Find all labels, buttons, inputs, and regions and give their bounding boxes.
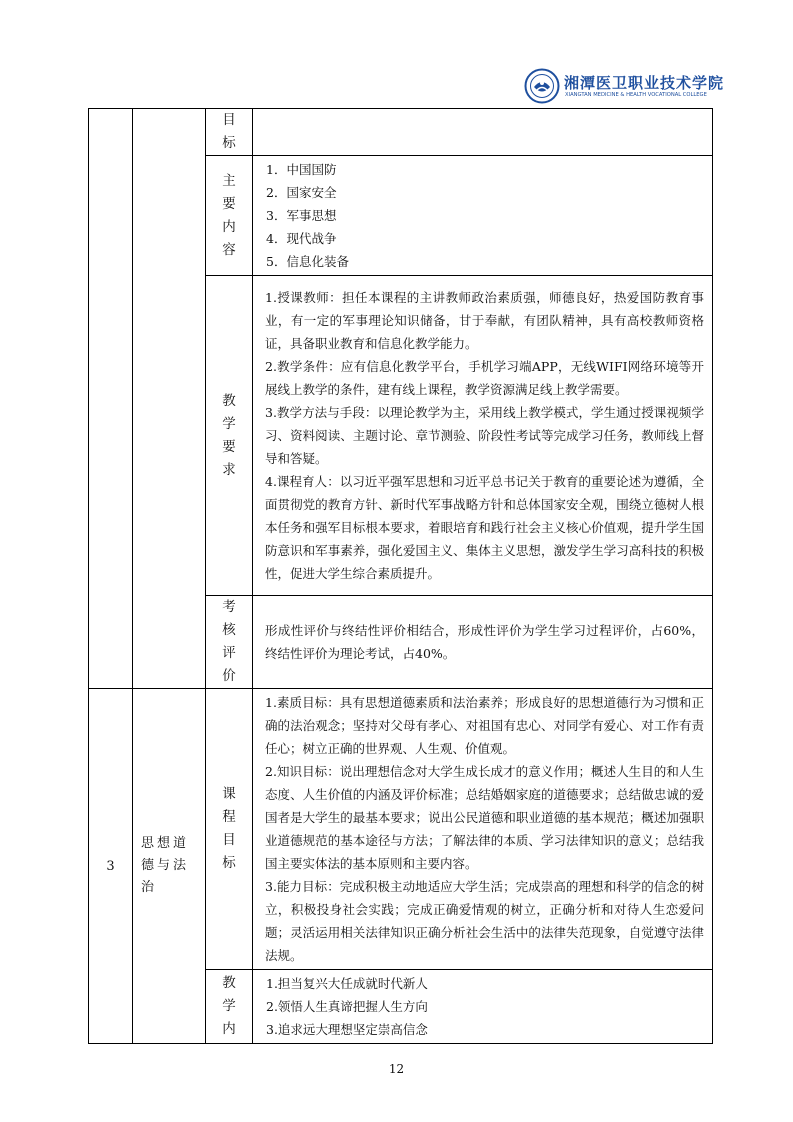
course-name-cell xyxy=(133,689,206,1044)
row-label-goal: 目 标 xyxy=(206,109,253,156)
page-number: 12 xyxy=(388,1062,405,1076)
list-item: 3.追求远大理想坚定崇高信念 xyxy=(266,1022,428,1037)
college-name-en: XIANGTAN MEDICINE & HEALTH VOCATIONAL COLLEGE xyxy=(565,92,707,98)
college-logo xyxy=(524,68,724,108)
paragraph: 4.课程育人：以习近平强军思想和习近平总书记关于教育的重要论述为遵循，全面贯彻党的教育方针、新时代军事战略方针和总体国家安全观，围绕立德树人根本任务和强军目标根本要求，着眼培育和践行社会主义核心价值观，提升学生国防意识和军事素养，强化爱国主义、集体主义思想，激发学生学习高科技的积极性，促进大学生综合素质提升。 xyxy=(265,474,704,581)
teaching-content-cell xyxy=(253,970,713,1044)
paragraph: 3.能力目标：完成积极主动地适应大学生活；完成崇高的理想和科学的信念的树立，积极投身社会实践；完成正确爱情观的树立，正确分析和对待人生恋爱问题；灵活运用相关法律知识正确分析社会生活中的法律失范现象，自觉遵守法律法规。 xyxy=(265,879,704,963)
course-goal-cell xyxy=(253,689,713,970)
paragraph: 形成性评价与终结性评价相结合，形成性评价为学生学习过程评价，占60%，终结性评价为理论考试，占40%。 xyxy=(265,623,704,661)
paragraph: 2.教学条件：应有信息化教学平台，手机学习端APP，无线WIFI网络环境等开展线上教学的条件，建有线上课程，教学资源满足线上教学需要。 xyxy=(265,359,704,397)
course-name-cell xyxy=(133,109,206,689)
list-item: 1.担当复兴大任成就时代新人 xyxy=(266,976,428,991)
list-item: 4．现代战争 xyxy=(266,231,337,246)
row-label-assessment: 考 核 评 价 xyxy=(206,596,253,689)
paragraph: 1.授课教师：担任本课程的主讲教师政治素质强，师德良好，热爱国防教育事业，有一定的军事理论知识储备，甘于奉献，有团队精神，具有高校教师资格证，具备职业教育和信息化教学能力。 xyxy=(265,290,704,351)
list-item: 2．国家安全 xyxy=(266,185,337,200)
list-item: 1．中国国防 xyxy=(266,162,337,177)
paragraph: 3.教学方法与手段：以理论教学为主，采用线上教学模式，学生通过授课视频学习、资料阅读、主题讨论、章节测验、阶段性考试等完成学习任务，教师线上督导和答疑。 xyxy=(265,405,704,466)
row-label-teaching-req: 教 学 要 求 xyxy=(206,276,253,596)
course-name: 思想道德与法治 xyxy=(141,836,190,895)
list-item: 3．军事思想 xyxy=(266,208,337,223)
goal-content-cell xyxy=(253,109,713,156)
course-number-cell: 3 xyxy=(89,689,133,1044)
main-content-cell xyxy=(253,156,713,276)
row-label-main-content: 主 要 内 容 xyxy=(206,156,253,276)
table-row xyxy=(89,689,713,970)
list-item: 2.领悟人生真谛把握人生方向 xyxy=(266,999,428,1014)
curriculum-table xyxy=(88,108,713,1044)
paragraph: 2.知识目标：说出理想信念对大学生成长成才的意义作用；概述人生目的和人生态度、人生价值的内涵及评价标准；总结婚姻家庭的道德要求；总结做忠诚的爱国者是大学生的最基本要求；说出公民道德和职业道德的基本规范；概述加强职业道德规范的基本途径与方法；了解法律的本质、学习法律知识的意义；总结我国主要实体法的基本原则和主要内容。 xyxy=(265,764,704,871)
college-name-cn: 湘潭医卫职业技术学院 xyxy=(564,74,725,92)
paragraph: 1.素质目标：具有思想道德素质和法治素养；形成良好的思想道德行为习惯和正确的法治观念；坚持对父母有孝心、对祖国有忠心、对同学有爱心、对工作有责任心；树立正确的世界观、人生观、价值观。 xyxy=(265,695,704,756)
college-seal-icon xyxy=(524,68,560,104)
course-number-cell xyxy=(89,109,133,689)
list-item: 5．信息化装备 xyxy=(266,254,349,269)
table-row xyxy=(89,109,713,156)
row-label-course-goal: 课 程 目 标 xyxy=(206,689,253,970)
row-label-teaching-content: 教 学 内 xyxy=(206,970,253,1044)
teaching-req-cell xyxy=(253,276,713,596)
assessment-cell xyxy=(253,596,713,689)
